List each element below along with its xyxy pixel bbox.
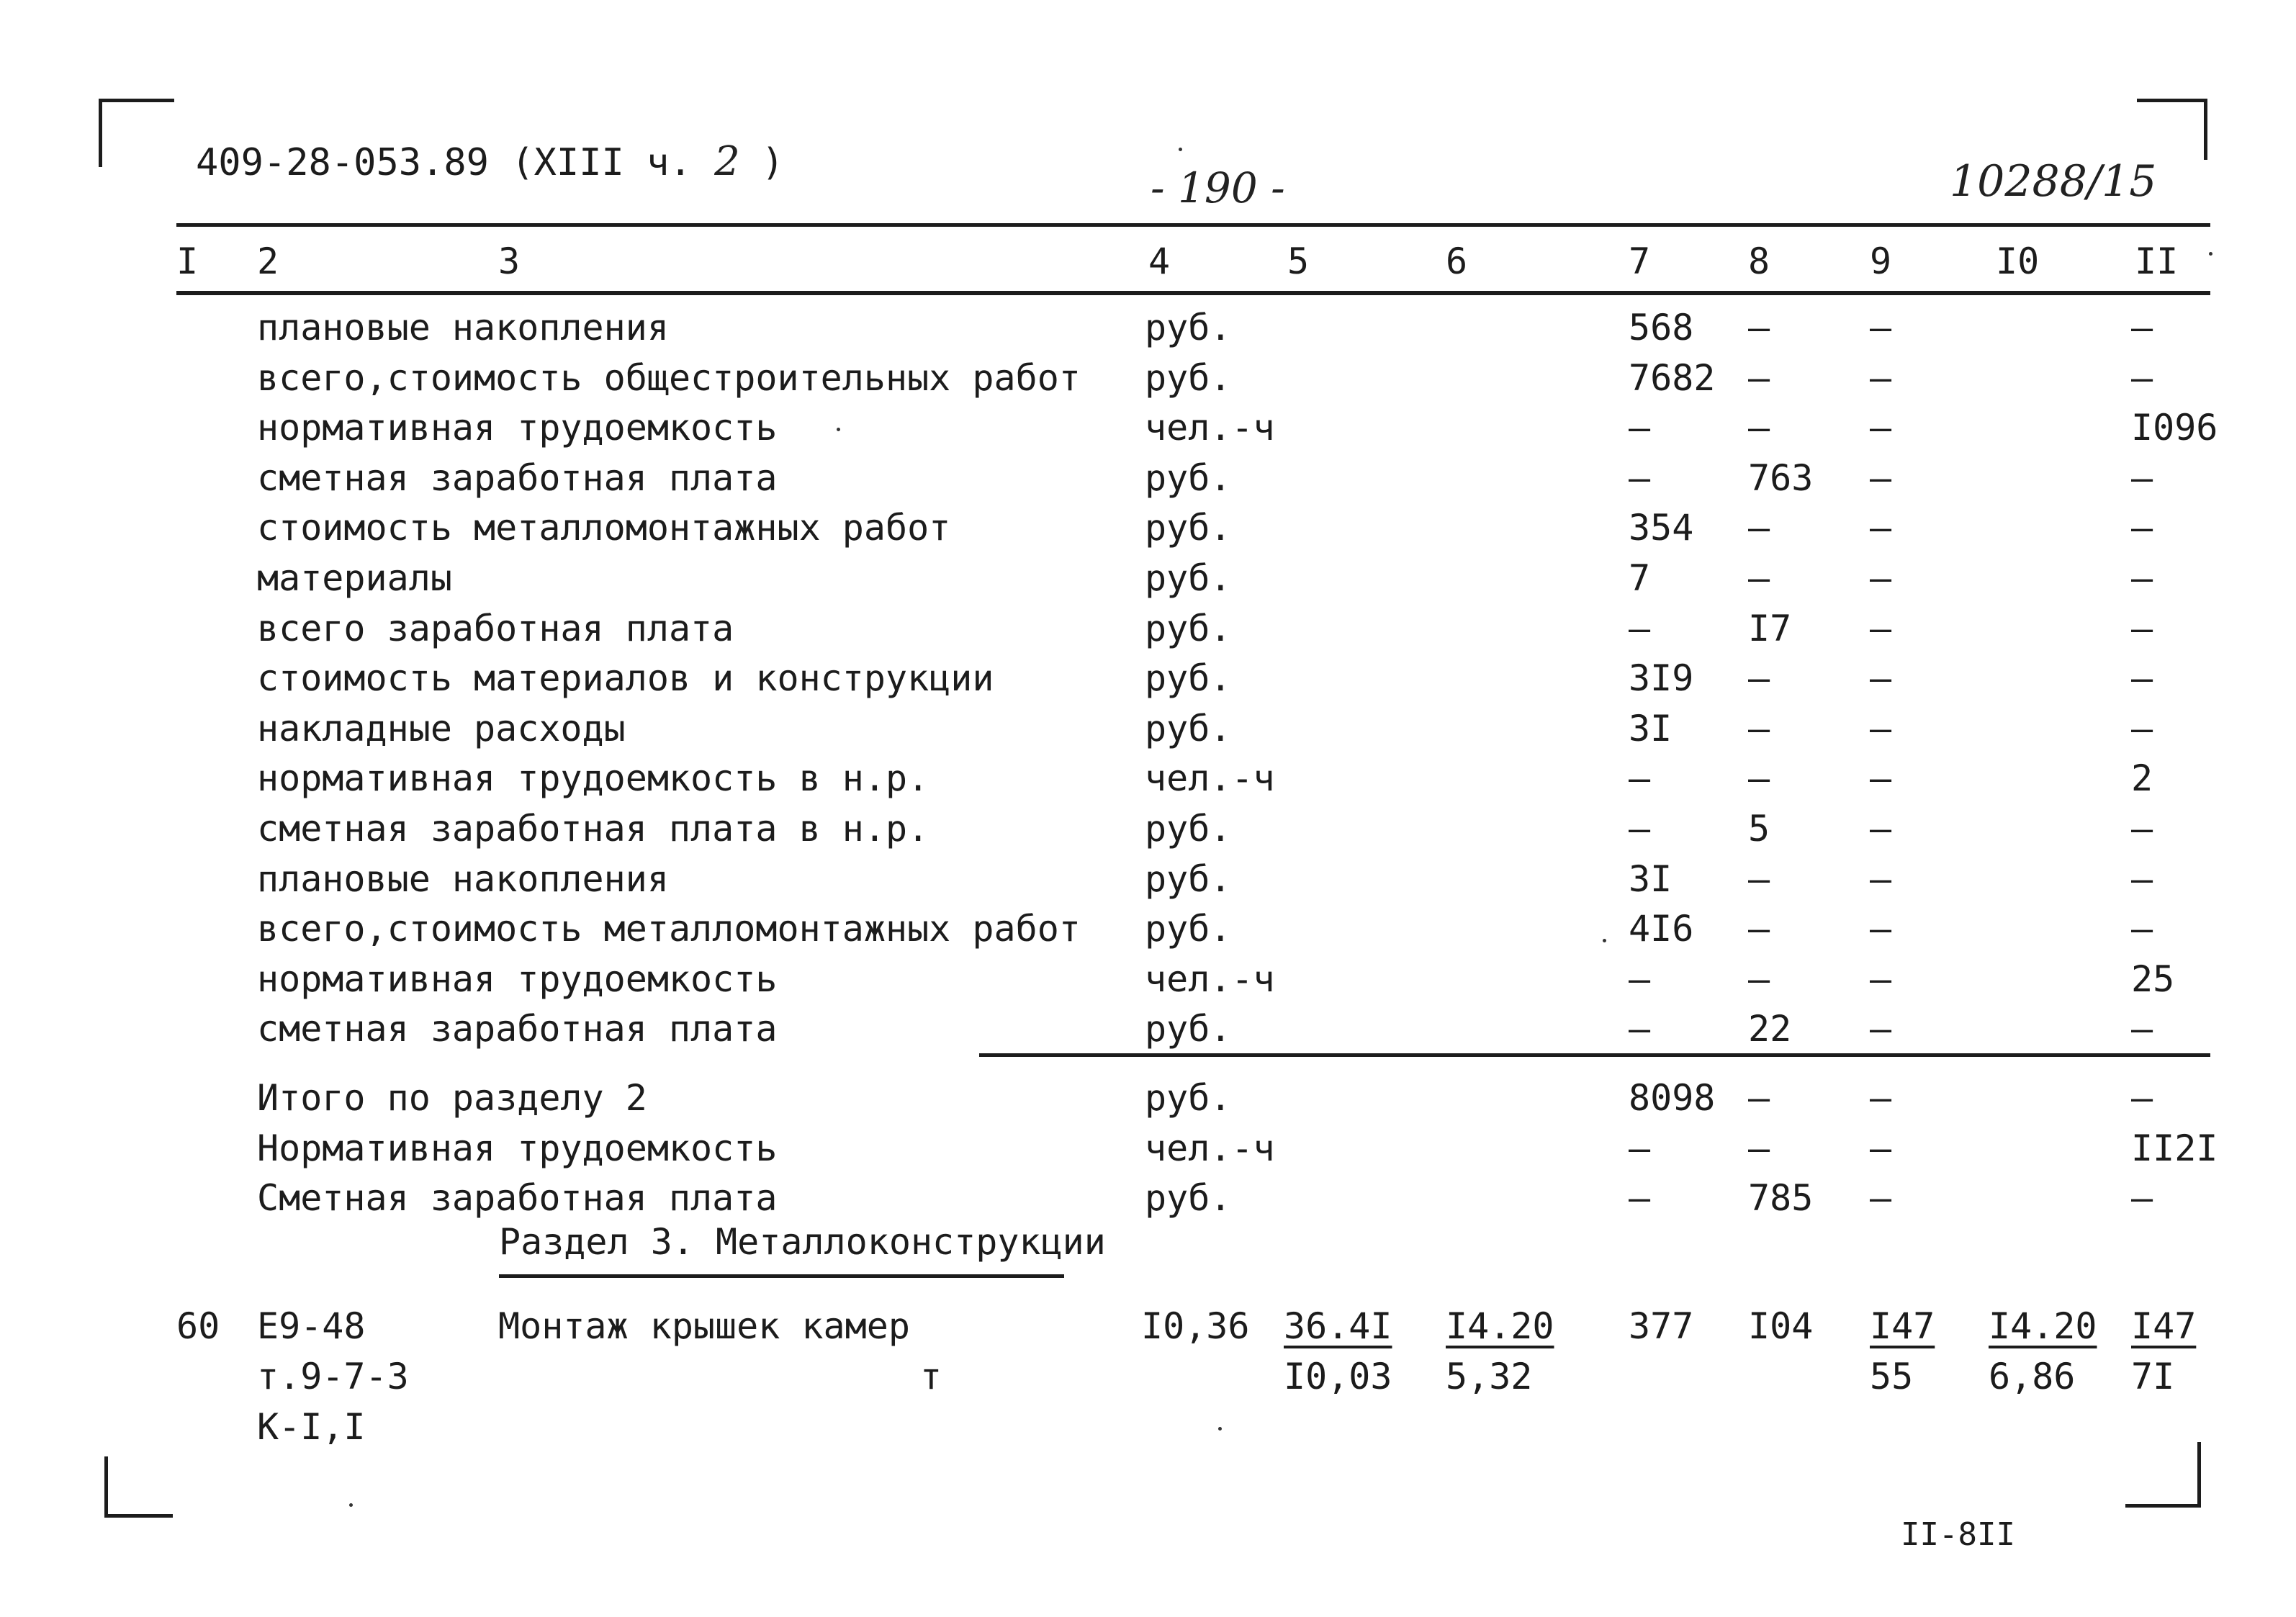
row-col7: – (1629, 808, 1651, 850)
row-unit: руб. (1145, 908, 1232, 950)
row-col8: – (1748, 557, 1770, 599)
row-unit: руб. (1145, 857, 1232, 900)
row-col7: – (1629, 407, 1651, 449)
row-col7: 3I9 (1629, 657, 1694, 700)
row-unit: чел.-ч (1145, 407, 1275, 449)
column-header-8: 8 (1748, 240, 1770, 282)
row-col9: – (1870, 407, 1892, 449)
section-heading: Раздел 3. Металлоконструкции (499, 1221, 1106, 1263)
row-description: всего,стоимость общестроительных работ (257, 356, 1081, 399)
item-col10-bottom: 6,86 (1989, 1356, 2076, 1397)
row-col11: – (2131, 356, 2153, 399)
row-col11: 25 (2131, 958, 2175, 1000)
column-header-5: 5 (1287, 240, 1310, 282)
row-col7: – (1629, 757, 1651, 800)
row-col8: I7 (1748, 607, 1792, 649)
row-description: сметная заработная плата (257, 456, 778, 499)
row-col11: – (2131, 808, 2153, 850)
row-description: сметная заработная плата в н.р. (257, 808, 929, 850)
total-col7: – (1629, 1127, 1651, 1169)
row-description: сметная заработная плата (257, 1008, 778, 1050)
row-col11: – (2131, 607, 2153, 649)
row-unit: руб. (1145, 456, 1232, 499)
row-col9: – (1870, 356, 1892, 399)
column-header-9: 9 (1870, 240, 1892, 282)
row-description: всего,стоимость металломонтажных работ (257, 908, 1081, 950)
row-col9: – (1870, 707, 1892, 749)
row-description: нормативная трудоемкость в н.р. (257, 757, 929, 800)
row-unit: руб. (1145, 356, 1232, 399)
row-col8: – (1748, 958, 1770, 1000)
item-code: Е9-48 (257, 1305, 366, 1347)
row-col8: – (1748, 657, 1770, 700)
row-unit: руб. (1145, 557, 1232, 599)
row-col7: – (1629, 456, 1651, 499)
document-code-text: 409-28-053.89 (XIII ч. (196, 141, 715, 184)
total-col9: – (1870, 1127, 1892, 1169)
item-name: Монтаж крышек камер (498, 1305, 910, 1347)
scan-speck (349, 1503, 353, 1507)
table-top-rule (176, 223, 2210, 227)
row-col8: – (1748, 356, 1770, 399)
column-header-2: 2 (257, 240, 279, 282)
row-col7: – (1629, 958, 1651, 1000)
row-unit: руб. (1145, 607, 1232, 649)
column-header-10: I0 (1996, 240, 2040, 282)
row-unit: руб. (1145, 808, 1232, 850)
total-col7: 8098 (1629, 1077, 1716, 1119)
section-heading-underline (499, 1274, 1064, 1278)
sheet-reference: 10288/15 (1950, 156, 2157, 207)
row-col7: – (1629, 1008, 1651, 1050)
row-col8: – (1748, 407, 1770, 449)
row-col7: 3I (1629, 707, 1673, 749)
column-header-11: II (2135, 240, 2179, 282)
row-col9: – (1870, 507, 1892, 549)
item-col10-top: I4.20 (1989, 1305, 2097, 1347)
item-col6-bottom: 5,32 (1446, 1356, 1533, 1397)
row-col11: – (2131, 456, 2153, 499)
total-col8: – (1748, 1127, 1770, 1169)
row-description: плановые накопления (257, 307, 669, 348)
row-col9: – (1870, 757, 1892, 800)
column-header-3: 3 (498, 240, 521, 282)
row-col11: – (2131, 557, 2153, 599)
total-unit: чел.-ч (1145, 1127, 1275, 1169)
scan-speck (1179, 148, 1182, 151)
row-col9: – (1870, 557, 1892, 599)
total-description: Сметная заработная плата (257, 1177, 778, 1220)
row-col7: 354 (1629, 507, 1694, 549)
column-header-4: 4 (1148, 240, 1171, 282)
row-description: нормативная трудоемкость (257, 407, 778, 449)
page-number: - 190 - (1151, 163, 1285, 212)
row-col8: – (1748, 908, 1770, 950)
row-col9: – (1870, 456, 1892, 499)
subtotal-rule (979, 1053, 2210, 1057)
row-col9: – (1870, 857, 1892, 900)
scan-speck (837, 428, 840, 431)
row-col11: – (2131, 707, 2153, 749)
row-col11: I096 (2131, 407, 2218, 449)
column-header-7: 7 (1629, 240, 1651, 282)
row-col8: 22 (1748, 1008, 1792, 1050)
item-col9-top: I47 (1870, 1305, 1935, 1347)
row-description: плановые накопления (257, 857, 669, 900)
total-unit: руб. (1145, 1177, 1232, 1220)
total-col8: 785 (1748, 1177, 1814, 1220)
row-col8: – (1748, 757, 1770, 800)
row-col9: – (1870, 1008, 1892, 1050)
row-description: стоимость материалов и конструкции (257, 657, 994, 700)
row-col8: 5 (1748, 808, 1770, 850)
row-col7: 7682 (1629, 356, 1716, 399)
row-description: стоимость металломонтажных работ (257, 507, 951, 549)
row-col11: – (2131, 507, 2153, 549)
total-col9: – (1870, 1077, 1892, 1119)
row-col11: – (2131, 908, 2153, 950)
total-col11: – (2131, 1077, 2153, 1119)
document-code-close: ) (761, 141, 785, 184)
row-col11: – (2131, 307, 2153, 348)
document-part-number: 2 (714, 138, 740, 185)
row-col11: – (2131, 857, 2153, 900)
total-description: Итого по разделу 2 (257, 1077, 647, 1119)
corner-mark-top-right (2137, 99, 2207, 160)
row-col9: – (1870, 908, 1892, 950)
document-code (196, 138, 785, 185)
row-unit: руб. (1145, 657, 1232, 700)
total-col11: II2I (2131, 1127, 2218, 1169)
total-unit: руб. (1145, 1077, 1232, 1119)
column-header-1: I (176, 240, 199, 282)
item-col5-bottom: I0,03 (1284, 1356, 1392, 1397)
column-header-rule (176, 291, 2210, 295)
row-col8: 763 (1748, 456, 1814, 499)
item-quantity: I0,36 (1141, 1305, 1250, 1347)
row-col7: 3I (1629, 857, 1673, 900)
total-col9: – (1870, 1177, 1892, 1220)
row-col8: – (1748, 707, 1770, 749)
total-col11: – (2131, 1177, 2153, 1220)
row-description: материалы (257, 557, 452, 599)
footer-code-clip (1901, 1516, 2059, 1553)
item-col9-bottom: 55 (1870, 1356, 1914, 1397)
scan-speck (2209, 252, 2212, 256)
row-unit: чел.-ч (1145, 958, 1275, 1000)
row-col9: – (1870, 607, 1892, 649)
row-unit: руб. (1145, 1008, 1232, 1050)
item-coefficient: К-I,I (257, 1406, 366, 1448)
item-col8: I04 (1748, 1305, 1814, 1347)
row-col11: – (2131, 657, 2153, 700)
row-unit: руб. (1145, 707, 1232, 749)
row-col9: – (1870, 808, 1892, 850)
scan-speck (1603, 939, 1606, 942)
item-col7: 377 (1629, 1305, 1694, 1347)
row-description: нормативная трудоемкость (257, 958, 778, 1000)
item-col11-top: I47 (2131, 1305, 2197, 1347)
row-col11: – (2131, 1008, 2153, 1050)
column-header-6: 6 (1446, 240, 1468, 282)
row-col8: – (1748, 857, 1770, 900)
row-col9: – (1870, 657, 1892, 700)
corner-mark-bottom-left (104, 1456, 173, 1518)
row-col9: – (1870, 958, 1892, 1000)
row-unit: руб. (1145, 507, 1232, 549)
item-table-ref: т.9-7-3 (257, 1356, 409, 1397)
row-col9: – (1870, 307, 1892, 348)
row-col7: 4I6 (1629, 908, 1694, 950)
row-description: всего заработная плата (257, 607, 734, 649)
item-col11-bottom: 7I (2131, 1356, 2175, 1397)
row-col8: – (1748, 507, 1770, 549)
scan-speck (1218, 1427, 1222, 1431)
item-col5-top: 36.4I (1284, 1305, 1392, 1347)
corner-mark-bottom-right (2125, 1442, 2201, 1508)
row-col7: 7 (1629, 557, 1651, 599)
total-col8: – (1748, 1077, 1770, 1119)
item-col6-top: I4.20 (1446, 1305, 1554, 1347)
item-unit: т (920, 1356, 942, 1397)
row-col11: 2 (2131, 757, 2153, 800)
item-number: 60 (176, 1305, 220, 1347)
row-col7: – (1629, 607, 1651, 649)
total-col7: – (1629, 1177, 1651, 1220)
total-description: Нормативная трудоемкость (257, 1127, 778, 1169)
footer-code: II-8II (1901, 1516, 2015, 1553)
row-unit: чел.-ч (1145, 757, 1275, 800)
row-col8: – (1748, 307, 1770, 348)
row-col7: 568 (1629, 307, 1694, 348)
row-description: накладные расходы (257, 707, 626, 749)
corner-mark-top-left (99, 99, 174, 167)
row-unit: руб. (1145, 307, 1232, 348)
